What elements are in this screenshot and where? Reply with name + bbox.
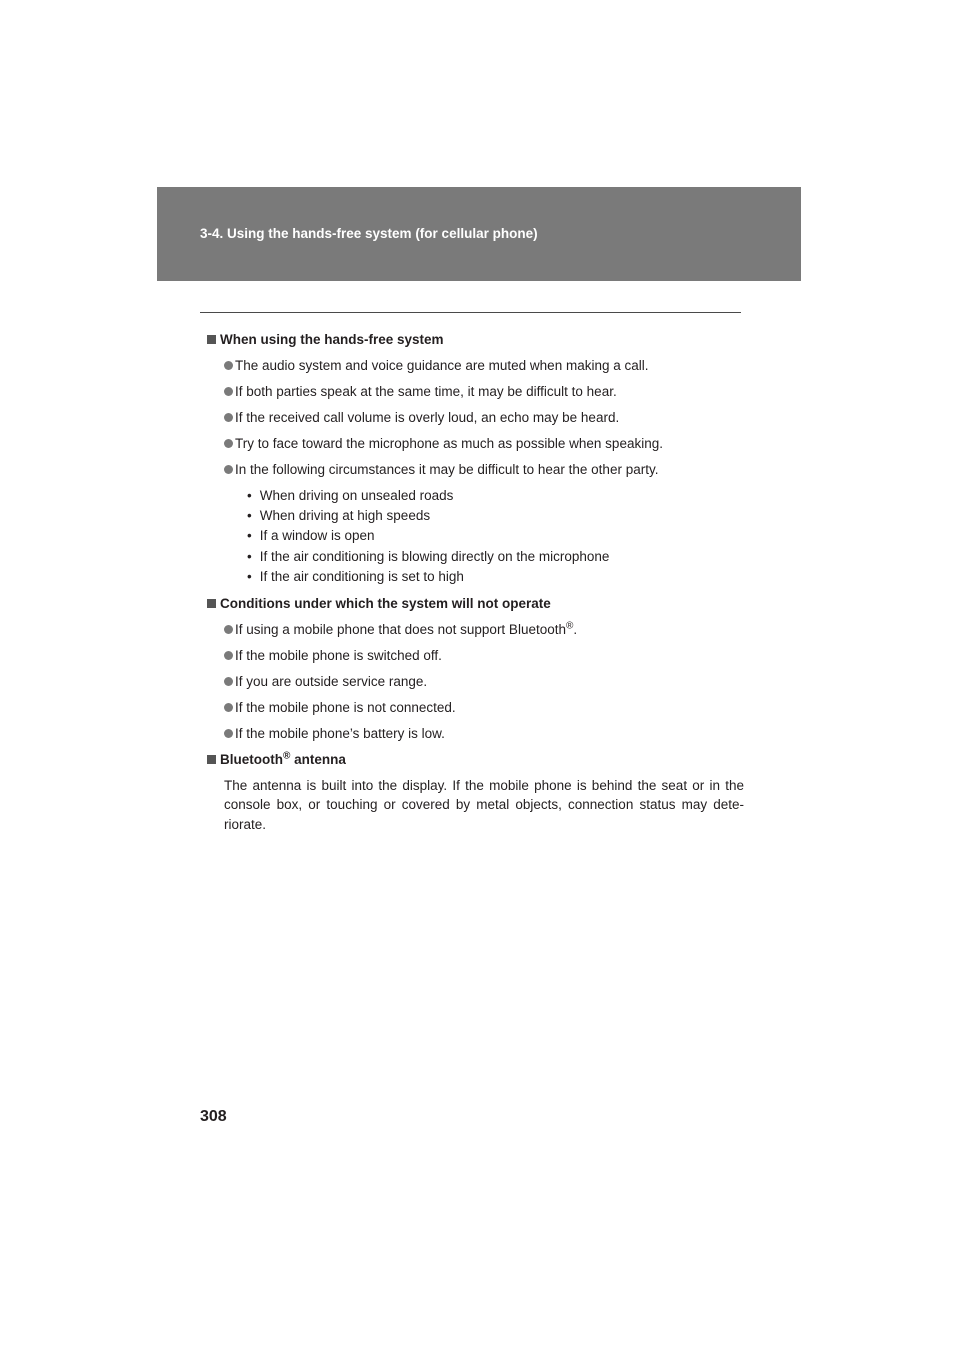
middle-dot-icon: • — [247, 488, 252, 503]
round-bullet-icon — [224, 677, 233, 686]
sub-list-item: • When driving on unsealed roads — [247, 488, 454, 503]
section-heading-not-operate: Conditions under which the system will not operate — [207, 594, 747, 613]
list-item: If the mobile phone is not connected. — [224, 698, 747, 717]
square-bullet-icon — [207, 755, 216, 764]
square-bullet-icon — [207, 335, 216, 344]
content — [207, 330, 747, 834]
antenna-paragraph: The antenna is built into the display. If the mobile phone is behind the seat or in the console box, or touching or covered by metal objects, connection status may dete-riorate. — [224, 777, 744, 832]
middle-dot-icon: • — [247, 568, 252, 584]
round-bullet-icon — [224, 413, 233, 422]
middle-dot-icon: • — [247, 548, 252, 564]
sub-list-item: • If a window is open — [247, 528, 375, 544]
list-item: If the mobile phone’s battery is low. — [224, 724, 747, 743]
sub-list-item: • If the air conditioning is set to high — [247, 568, 464, 584]
section-heading-hands-free: When using the hands-free system — [207, 330, 747, 349]
section-heading-antenna: Bluetooth® antenna — [207, 750, 747, 769]
list-item: Try to face toward the microphone as much as possible when speaking. — [224, 434, 747, 453]
divider — [200, 312, 741, 313]
list-item: In the following circumstances it may be difficult to hear the other party. — [224, 460, 747, 479]
list-item: If the received call volume is overly loud, an echo may be heard. — [224, 408, 747, 427]
list-item: If using a mobile phone that does not support Bluetooth®. — [224, 620, 747, 639]
list-item: If the mobile phone is switched off. — [224, 646, 747, 665]
list-item: If you are outside service range. — [224, 672, 747, 691]
round-bullet-icon — [224, 439, 233, 448]
square-bullet-icon — [207, 599, 216, 608]
middle-dot-icon: • — [247, 508, 252, 524]
round-bullet-icon — [224, 465, 233, 474]
page-number: 308 — [200, 1108, 227, 1125]
list-item: If both parties speak at the same time, it may be difficult to hear. — [224, 382, 747, 401]
round-bullet-icon — [224, 703, 233, 712]
sub-list-item: • If the air conditioning is blowing directly on the microphone — [247, 548, 610, 564]
round-bullet-icon — [224, 387, 233, 396]
header-title: 3-4. Using the hands-free system (for cellular phone) — [200, 226, 538, 241]
round-bullet-icon — [224, 729, 233, 738]
round-bullet-icon — [224, 651, 233, 660]
list-item: The audio system and voice guidance are muted when making a call. — [224, 356, 747, 375]
sub-list-item: • When driving at high speeds — [247, 508, 431, 524]
middle-dot-icon: • — [247, 528, 252, 544]
round-bullet-icon — [224, 361, 233, 370]
round-bullet-icon — [224, 625, 233, 634]
header-band — [157, 187, 801, 281]
